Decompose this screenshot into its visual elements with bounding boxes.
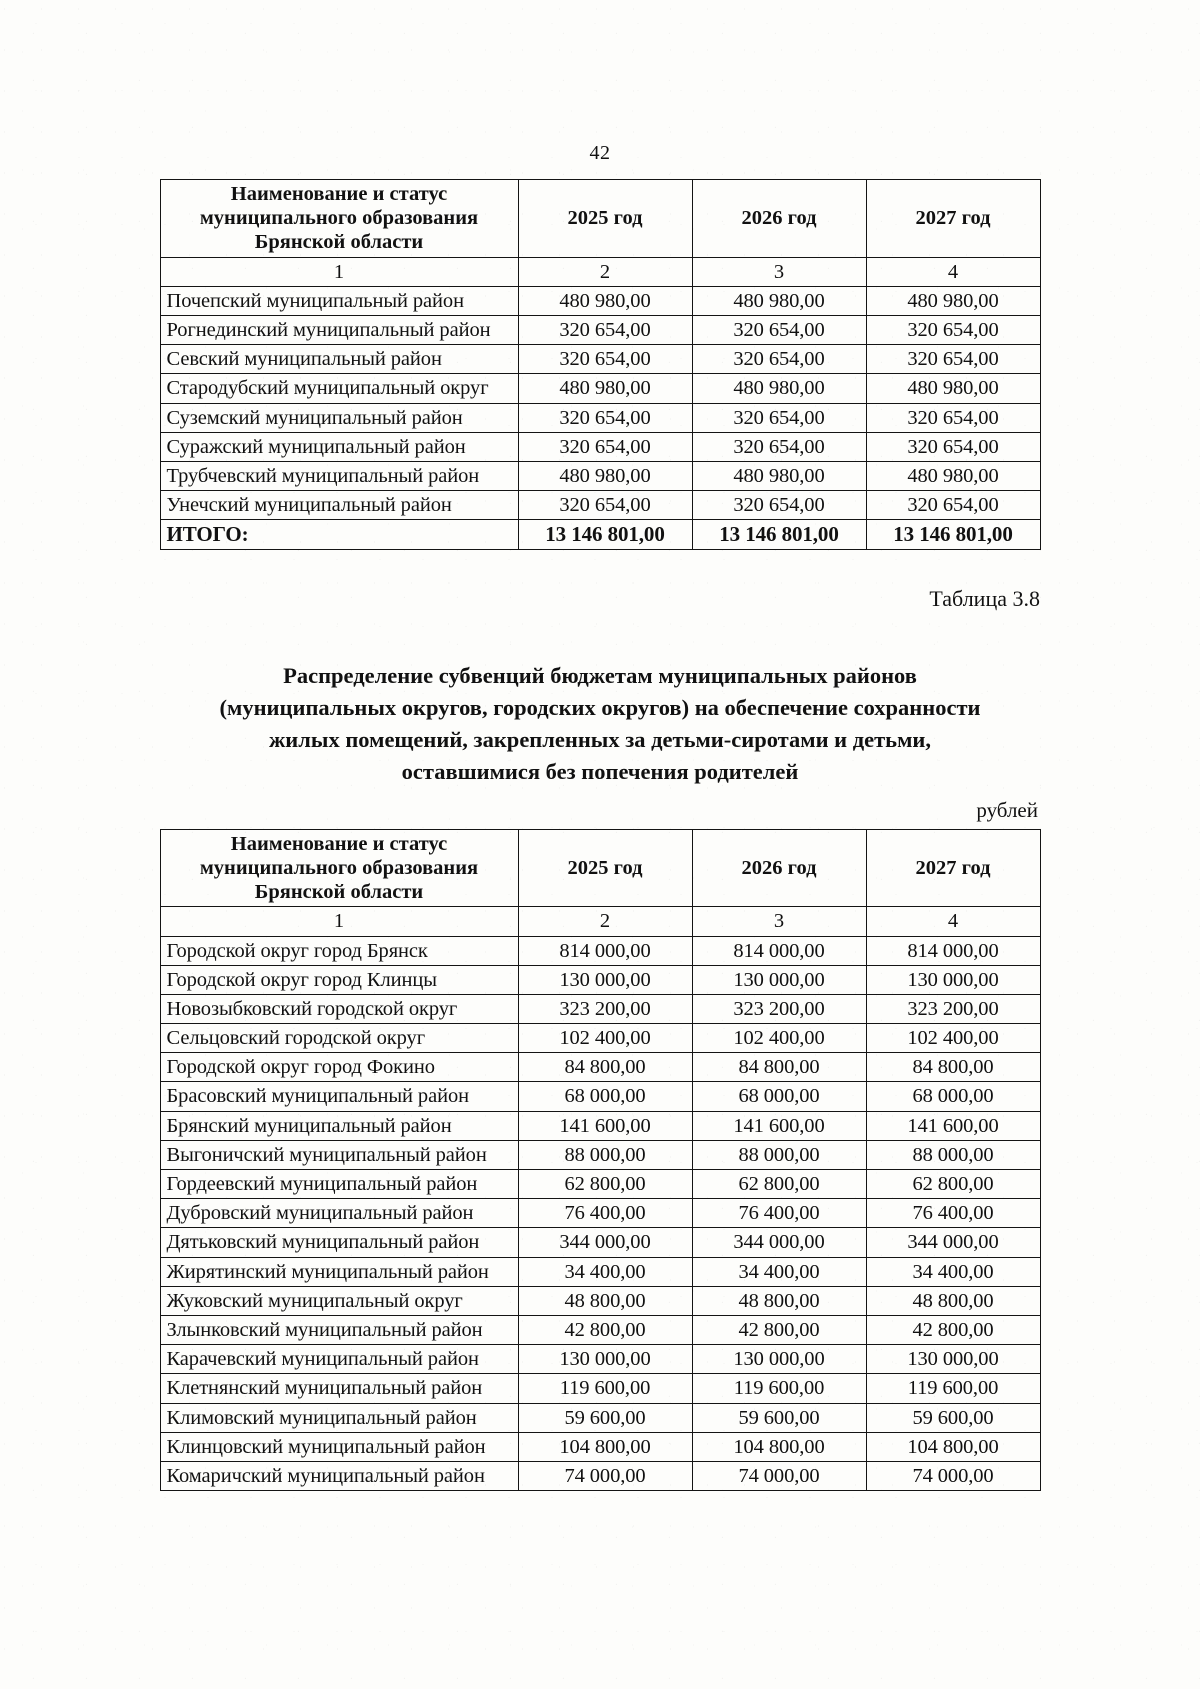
row-municipality-name: Клетнянский муниципальный район: [160, 1374, 518, 1403]
row-municipality-name: Севский муниципальный район: [160, 345, 518, 374]
table-row: [160, 1403, 1040, 1432]
column-number-4: 4: [866, 907, 1040, 936]
table-row: [160, 374, 1040, 403]
row-value-2027: 320 654,00: [866, 432, 1040, 461]
table-3-8-wrapper: [0, 829, 1200, 1491]
row-value-2026: 119 600,00: [692, 1374, 866, 1403]
row-value-2027: 88 000,00: [866, 1140, 1040, 1169]
row-value-2025: 320 654,00: [518, 345, 692, 374]
table-column-number-row: [160, 257, 1040, 286]
row-municipality-name: Жуковский муниципальный округ: [160, 1286, 518, 1315]
table-row: [160, 994, 1040, 1023]
table-row: [160, 491, 1040, 520]
row-value-2027: 130 000,00: [866, 965, 1040, 994]
section-title-line-2: (муниципальных округов, городских округов) на обеспечение сохранности: [219, 694, 981, 720]
row-value-2027: 141 600,00: [866, 1111, 1040, 1140]
row-value-2027: 480 980,00: [866, 461, 1040, 490]
row-value-2026: 320 654,00: [692, 345, 866, 374]
row-municipality-name: Климовский муниципальный район: [160, 1403, 518, 1432]
row-municipality-name: Дятьковский муниципальный район: [160, 1228, 518, 1257]
table-row: [160, 1082, 1040, 1111]
row-municipality-name: Новозыбковский городской округ: [160, 994, 518, 1023]
column-number-1: 1: [160, 257, 518, 286]
row-value-2026: 102 400,00: [692, 1024, 866, 1053]
row-value-2026: 480 980,00: [692, 374, 866, 403]
table-3-7-wrapper: [0, 179, 1200, 550]
row-value-2026: 320 654,00: [692, 432, 866, 461]
row-value-2025: 102 400,00: [518, 1024, 692, 1053]
row-value-2027: 74 000,00: [866, 1461, 1040, 1490]
row-value-2027: 119 600,00: [866, 1374, 1040, 1403]
row-value-2025: 76 400,00: [518, 1199, 692, 1228]
row-value-2025: 62 800,00: [518, 1170, 692, 1199]
column-number-3: 3: [692, 257, 866, 286]
row-municipality-name: Брянский муниципальный район: [160, 1111, 518, 1140]
row-value-2026: 480 980,00: [692, 461, 866, 490]
row-municipality-name: Дубровский муниципальный район: [160, 1199, 518, 1228]
row-municipality-name: Трубчевский муниципальный район: [160, 461, 518, 490]
row-municipality-name: Суражский муниципальный район: [160, 432, 518, 461]
row-municipality-name: Рогнединский муниципальный район: [160, 315, 518, 344]
header-year-2026: 2026 год: [692, 829, 866, 907]
row-value-2027: 480 980,00: [866, 374, 1040, 403]
row-municipality-name: Гордеевский муниципальный район: [160, 1170, 518, 1199]
table-row: [160, 1111, 1040, 1140]
row-municipality-name: Клинцовский муниципальный район: [160, 1432, 518, 1461]
table-row: [160, 1170, 1040, 1199]
row-value-2026: 74 000,00: [692, 1461, 866, 1490]
row-value-2027: 42 800,00: [866, 1315, 1040, 1344]
row-value-2027: 68 000,00: [866, 1082, 1040, 1111]
row-value-2026: 62 800,00: [692, 1170, 866, 1199]
table-row: [160, 1140, 1040, 1169]
row-value-2026: 320 654,00: [692, 315, 866, 344]
total-value-2026: 13 146 801,00: [692, 520, 866, 550]
table-row: [160, 1228, 1040, 1257]
row-municipality-name: Унечский муниципальный район: [160, 491, 518, 520]
row-value-2025: 104 800,00: [518, 1432, 692, 1461]
row-value-2026: 320 654,00: [692, 491, 866, 520]
table-row: [160, 286, 1040, 315]
table-row: [160, 965, 1040, 994]
column-number-4: 4: [866, 257, 1040, 286]
row-value-2027: 814 000,00: [866, 936, 1040, 965]
row-municipality-name: Выгоничский муниципальный район: [160, 1140, 518, 1169]
row-value-2025: 141 600,00: [518, 1111, 692, 1140]
row-municipality-name: Городской округ город Клинцы: [160, 965, 518, 994]
table-row: [160, 403, 1040, 432]
table-row: [160, 1345, 1040, 1374]
row-value-2025: 814 000,00: [518, 936, 692, 965]
row-value-2026: 320 654,00: [692, 403, 866, 432]
total-value-2025: 13 146 801,00: [518, 520, 692, 550]
header-year-2027: 2027 год: [866, 829, 1040, 907]
row-value-2027: 104 800,00: [866, 1432, 1040, 1461]
column-number-2: 2: [518, 907, 692, 936]
row-value-2027: 480 980,00: [866, 286, 1040, 315]
header-year-2025: 2025 год: [518, 180, 692, 258]
row-value-2025: 344 000,00: [518, 1228, 692, 1257]
row-value-2025: 42 800,00: [518, 1315, 692, 1344]
table-3-8-body: [160, 936, 1040, 1491]
header-year-2027: 2027 год: [866, 180, 1040, 258]
row-municipality-name: Сельцовский городской округ: [160, 1024, 518, 1053]
row-value-2027: 62 800,00: [866, 1170, 1040, 1199]
header-municipality: [160, 829, 518, 907]
table-row: [160, 345, 1040, 374]
table-3-7-body: [160, 286, 1040, 549]
row-municipality-name: Карачевский муниципальный район: [160, 1345, 518, 1374]
row-value-2027: 320 654,00: [866, 345, 1040, 374]
row-value-2026: 84 800,00: [692, 1053, 866, 1082]
row-municipality-name: Брасовский муниципальный район: [160, 1082, 518, 1111]
table-header-row: [160, 829, 1040, 907]
section-title-line-3: жилых помещений, закрепленных за детьми-сиротами и детьми,: [268, 726, 931, 752]
row-value-2025: 320 654,00: [518, 491, 692, 520]
row-value-2025: 323 200,00: [518, 994, 692, 1023]
units-label: рублей: [976, 797, 1038, 822]
row-municipality-name: Стародубский муниципальный округ: [160, 374, 518, 403]
section-title-line-1: Распределение субвенций бюджетам муниципальных районов: [283, 663, 917, 689]
row-value-2026: 59 600,00: [692, 1403, 866, 1432]
row-value-2026: 104 800,00: [692, 1432, 866, 1461]
header-line-3: Брянской области: [254, 881, 424, 904]
table-caption: Таблица 3.8: [929, 586, 1040, 612]
row-value-2026: 130 000,00: [692, 1345, 866, 1374]
table-row: [160, 432, 1040, 461]
row-value-2027: 76 400,00: [866, 1199, 1040, 1228]
header-line-2: муниципального образования: [199, 856, 479, 879]
table-3-8-header: [160, 829, 1040, 936]
row-value-2026: 68 000,00: [692, 1082, 866, 1111]
table-row: [160, 315, 1040, 344]
row-value-2025: 320 654,00: [518, 403, 692, 432]
row-municipality-name: Суземский муниципальный район: [160, 403, 518, 432]
table-column-number-row: [160, 907, 1040, 936]
row-value-2027: 84 800,00: [866, 1053, 1040, 1082]
row-value-2026: 814 000,00: [692, 936, 866, 965]
section-title: [0, 660, 1200, 788]
table-total-row: [160, 520, 1040, 550]
row-value-2025: 130 000,00: [518, 965, 692, 994]
table-row: [160, 1257, 1040, 1286]
header-line-1: Наименование и статус: [230, 832, 448, 855]
row-value-2026: 344 000,00: [692, 1228, 866, 1257]
row-value-2026: 480 980,00: [692, 286, 866, 315]
row-value-2025: 84 800,00: [518, 1053, 692, 1082]
row-value-2025: 74 000,00: [518, 1461, 692, 1490]
row-value-2027: 320 654,00: [866, 315, 1040, 344]
row-value-2026: 323 200,00: [692, 994, 866, 1023]
header-municipality: [160, 180, 518, 258]
row-value-2025: 130 000,00: [518, 1345, 692, 1374]
row-value-2027: 320 654,00: [866, 403, 1040, 432]
row-municipality-name: Почепский муниципальный район: [160, 286, 518, 315]
row-value-2027: 59 600,00: [866, 1403, 1040, 1432]
header-year-2026: 2026 год: [692, 180, 866, 258]
table-row: [160, 461, 1040, 490]
row-municipality-name: Городской округ город Брянск: [160, 936, 518, 965]
header-line-2: муниципального образования: [199, 207, 479, 230]
row-value-2026: 34 400,00: [692, 1257, 866, 1286]
table-3-7: [160, 179, 1041, 550]
row-value-2026: 42 800,00: [692, 1315, 866, 1344]
row-value-2027: 34 400,00: [866, 1257, 1040, 1286]
row-municipality-name: Комаричский муниципальный район: [160, 1461, 518, 1490]
table-row: [160, 1286, 1040, 1315]
row-value-2027: 344 000,00: [866, 1228, 1040, 1257]
header-line-3: Брянской области: [254, 231, 424, 254]
table-row: [160, 1053, 1040, 1082]
table-row: [160, 1461, 1040, 1490]
row-value-2027: 48 800,00: [866, 1286, 1040, 1315]
page-number: 42: [589, 142, 611, 164]
header-year-2025: 2025 год: [518, 829, 692, 907]
row-value-2025: 480 980,00: [518, 461, 692, 490]
row-value-2025: 119 600,00: [518, 1374, 692, 1403]
column-number-2: 2: [518, 257, 692, 286]
table-row: [160, 1024, 1040, 1053]
row-value-2025: 320 654,00: [518, 315, 692, 344]
table-row: [160, 1315, 1040, 1344]
row-value-2025: 480 980,00: [518, 374, 692, 403]
header-line-1: Наименование и статус: [230, 183, 448, 205]
section-title-line-4: оставшимися без попечения родителей: [401, 758, 799, 784]
row-value-2025: 480 980,00: [518, 286, 692, 315]
row-value-2027: 320 654,00: [866, 491, 1040, 520]
row-value-2025: 34 400,00: [518, 1257, 692, 1286]
table-3-7-header: [160, 180, 1040, 287]
table-row: [160, 936, 1040, 965]
row-municipality-name: Городской округ город Фокино: [160, 1053, 518, 1082]
row-municipality-name: Злынковский муниципальный район: [160, 1315, 518, 1344]
row-value-2027: 130 000,00: [866, 1345, 1040, 1374]
row-value-2026: 141 600,00: [692, 1111, 866, 1140]
table-header-row: [160, 180, 1040, 258]
row-value-2027: 323 200,00: [866, 994, 1040, 1023]
row-value-2025: 48 800,00: [518, 1286, 692, 1315]
table-row: [160, 1432, 1040, 1461]
row-value-2027: 102 400,00: [866, 1024, 1040, 1053]
column-number-3: 3: [692, 907, 866, 936]
row-value-2025: 59 600,00: [518, 1403, 692, 1432]
row-value-2025: 88 000,00: [518, 1140, 692, 1169]
row-value-2025: 68 000,00: [518, 1082, 692, 1111]
column-number-1: 1: [160, 907, 518, 936]
row-value-2026: 88 000,00: [692, 1140, 866, 1169]
row-value-2026: 130 000,00: [692, 965, 866, 994]
row-value-2025: 320 654,00: [518, 432, 692, 461]
table-row: [160, 1199, 1040, 1228]
total-label: ИТОГО:: [160, 520, 518, 550]
table-row: [160, 1374, 1040, 1403]
row-value-2026: 76 400,00: [692, 1199, 866, 1228]
table-3-8: [160, 829, 1041, 1491]
row-municipality-name: Жирятинский муниципальный район: [160, 1257, 518, 1286]
row-value-2026: 48 800,00: [692, 1286, 866, 1315]
total-value-2027: 13 146 801,00: [866, 520, 1040, 550]
